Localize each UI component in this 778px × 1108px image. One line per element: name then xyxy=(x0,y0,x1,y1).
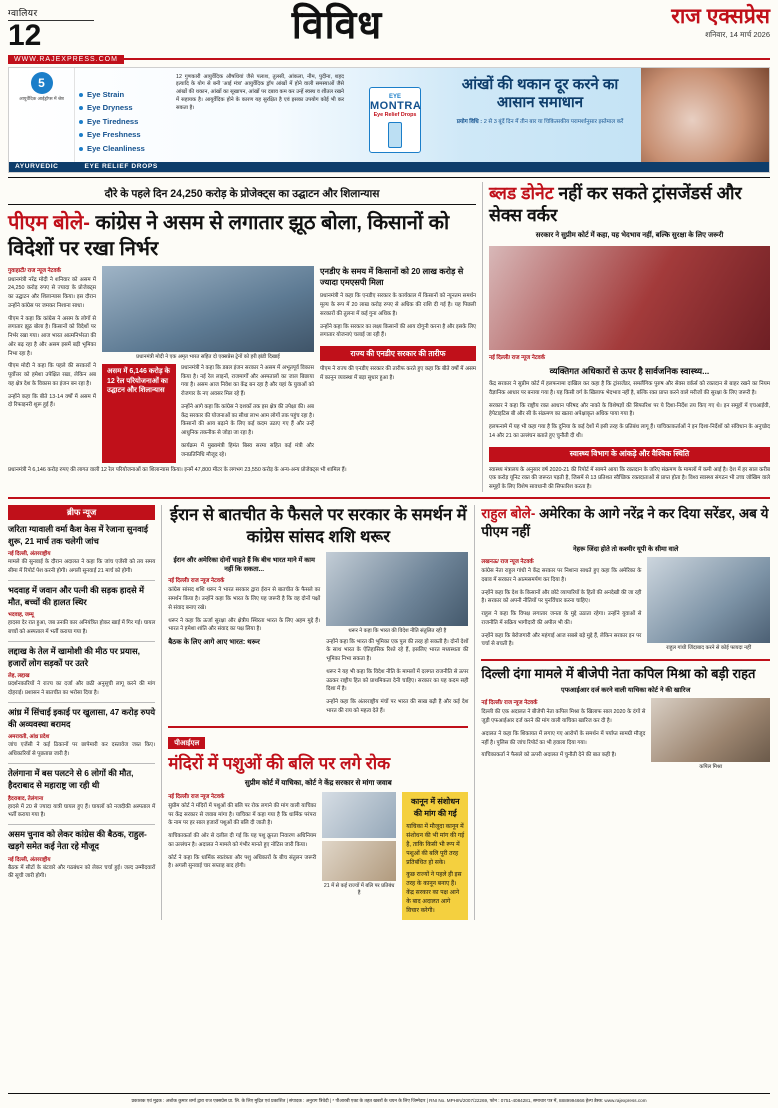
lead-subhead-nda: राज्य की एनडीए सरकार की तारीफ xyxy=(320,346,476,361)
rahul-subhead: नेहरू जिंदा होते तो कश्मीर यूपी के सीमा वाले xyxy=(572,546,679,553)
rahul-byline: लखनऊ/ राज न्यूज नेटवर्क xyxy=(481,559,534,565)
paragraph: पीएम ने कहा कि कांग्रेस ने असम के लोगों से लगातार झूठ बोला है। किसानों को विदेशों पर निर्भर रखा गया। आज भारत आत्मनिर्भरता की ओर बढ़ रहा है और असम इसमें बड़ी भूमिका निभा रहा है। xyxy=(8,315,96,357)
list-item: Eye Freshness xyxy=(79,130,167,139)
lead-col3-body xyxy=(320,292,476,340)
ad-footer-band xyxy=(9,162,769,172)
lead-headline-rest: कांग्रेस ने असम से लगातार झूठ बोला, किसानों को विदेशों पर रखा निर्भर xyxy=(8,211,450,260)
paragraph: कार्यक्रम में मुख्यमंत्री हिमंत बिस्व सरमा सहित कई मंत्री और जनप्रतिनिधि मौजूद रहे। xyxy=(181,442,314,458)
paragraph: उन्होंने कहा कि बेरोजगारी और महंगाई आज सबसे बड़े मुद्दे हैं, लेकिन सरकार इन पर चर्चा से बचती है। xyxy=(481,632,642,648)
lead-kicker: दौरे के पहले दिन 24,250 करोड़ के प्रोजेक्ट्स का उद्घाटन और शिलान्यास xyxy=(104,187,380,200)
kapil-mishra-photo xyxy=(651,698,770,762)
pil-col-3 xyxy=(402,792,468,920)
list-item: Eye Dryness xyxy=(79,103,167,112)
animal-photo xyxy=(322,841,396,881)
ad-badge: 5 xyxy=(31,72,53,94)
column-divider xyxy=(161,505,162,920)
paragraph: राहुल ने कहा कि विपक्ष लगातार जनता के मुद्दे उठाता रहेगा। उन्होंने युवाओं से राजनीति में सक्रिय भागीदारी की अपील भी की। xyxy=(481,611,642,626)
paragraph: प्रधानमंत्री ने कहा कि डबल इंजन सरकार ने असम में अभूतपूर्व विकास किया है। नई रेल लाइनों, राजमार्गों और अस्पतालों का जाल बिछाया गया है। असम आज निवेश का केंद्र बन रहा है और यहां के युवाओं को रोजगार के नए अवसर मिल रहे हैं। xyxy=(181,364,314,398)
brief-title: जरिता ग्यावाली वर्मा कैश केस में रेजाना सुनवाई शुरू, 21 मार्च तक चलेगी जांच xyxy=(8,523,149,546)
bottle-icon xyxy=(388,122,402,148)
pil-story xyxy=(168,732,468,920)
paper-brand: राज एक्सप्रेस xyxy=(671,5,770,28)
blood-body xyxy=(489,380,770,441)
brief-news-header: ब्रीफ न्यूज xyxy=(8,505,155,520)
masthead-left xyxy=(8,6,94,51)
publication-date: शनिवार, 14 मार्च 2026 xyxy=(705,30,770,40)
delhi-photo-caption: कपिल मिश्रा xyxy=(699,764,723,771)
tharoor-photo-caption: थरूर ने कहा कि भारत की विदेश नीति संतुलित रही है xyxy=(348,628,447,635)
paragraph: केंद्र सरकार ने सुप्रीम कोर्ट में हलफनामा दाखिल कर कहा है कि ट्रांसजेंडर, समलैंगिक पुरुष और सेक्स वर्कर्स को रक्तदान से बाहर रखने का नियम वैज्ञानिक आधार पर बनाया गया है। यह किसी वर्ग के खिलाफ भेदभाव नहीं है, बल्कि रक्त प्राप्त करने वाले मरीजों की सुरक्षा के लिए जरूरी है। xyxy=(488,381,770,396)
main-content xyxy=(8,182,770,492)
blood-donation-photo xyxy=(489,246,770,350)
paragraph: सरकार ने कहा कि राष्ट्रीय रक्त आधान परिषद और नाको के विशेषज्ञों की सिफारिश पर ये दिशा-निर्देश तय किए गए थे। इन समूहों में एचआईवी, हेपेटाइटिस बी और सी के संक्रमण का खतरा अपेक्षाकृत अधिक पाया गया है। xyxy=(488,402,770,418)
paragraph: प्रधानमंत्री ने कहा कि एनडीए सरकार के कार्यकाल में किसानों को न्यूनतम समर्थन मूल्य के रूप में 20 लाख करोड़ रुपए से अधिक की राशि दी गई है। यह पिछली सरकारों की तुलना में कई गुना अधिक है। xyxy=(320,293,476,317)
rahul-headline xyxy=(481,505,770,541)
divider-red xyxy=(168,726,468,728)
blood-headline-rest: नहीं कर सकते ट्रांसजेंडर्स और सेक्स वर्कर xyxy=(488,182,742,226)
blood-pullquote: व्यक्तिगत अधिकारों से ऊपर है सार्वजनिक स्वास्थ्य... xyxy=(549,365,710,376)
paragraph: कांग्रेस सांसद शशि थरूर ने भारत सरकार द्वारा ईरान से बातचीत के फैसले का समर्थन किया है। उन्होंने कहा कि भारत के लिए यह जरूरी है कि वह दोनों पक्षों से संवाद बनाए रखे। xyxy=(168,587,321,611)
lead-col3-body2 xyxy=(320,365,476,383)
pil-sidebar xyxy=(402,792,468,920)
brief-location: भदवाह, जम्मू xyxy=(8,612,34,619)
pil-sidebar-body xyxy=(406,823,464,916)
divider-red xyxy=(481,659,770,661)
brief-body: मामले की सुनवाई के दौरान अदालत ने कहा कि जांच एजेंसी को तय समय सीमा में रिपोर्ट पेश करनी होगी। अगली सुनवाई 21 मार्च को होगी। xyxy=(8,559,156,575)
paragraph: थरूर ने कहा कि ऊर्जा सुरक्षा और क्षेत्रीय स्थिरता भारत के लिए अहम मुद्दे हैं। भारत ने हमेशा शांति और संवाद का पक्ष लिया है। xyxy=(168,617,321,633)
page-number: 12 xyxy=(8,19,42,52)
tharoor-col-1 xyxy=(168,552,320,719)
lead-subhead-msp: एनडीए के समय में किसानों को 20 लाख करोड़ से ज्यादा एमएसपी मिला xyxy=(320,266,464,288)
brief-body: प्रदर्शनकारियों ने राज्य का दर्जा और छठी अनुसूची लागू करने की मांग दोहराई। प्रशासन ने बातचीत का भरोसा दिया है। xyxy=(8,681,156,697)
rahul-grid xyxy=(481,557,770,653)
paragraph: पीएम ने राज्य की एनडीए सरकार की तारीफ करते हुए कहा कि बीते वर्षों में असम में कानून व्यवस्था में बड़ा सुधार हुआ है। xyxy=(320,366,476,381)
paragraph: सुप्रीम कोर्ट ने मंदिरों में पशुओं की बलि पर रोक लगाने की मांग वाली याचिका पर केंद्र सरकार से जवाब मांगा है। याचिका में कहा गया है कि धार्मिक परंपरा के नाम पर हर साल हजारों पशुओं की बलि दी जाती है। xyxy=(168,802,317,827)
paragraph: थरूर ने यह भी कहा कि विदेश नीति के मामलों में दलगत राजनीति से ऊपर उठकर राष्ट्रीय हित को प्राथमिकता देनी चाहिए। सरकार का यह कदम सही दिशा में है। xyxy=(326,668,469,693)
pil-subhead: सुप्रीम कोर्ट में याचिका, कोर्ट ने केंद्र सरकार से मांगा जवाब xyxy=(244,777,392,787)
divider xyxy=(8,177,770,178)
paragraph: याचिकाकर्ता की ओर से दलील दी गई कि यह पशु क्रूरता निवारण अधिनियम का उल्लंघन है। अदालत ने मामले को गंभीर मानते हुए नोटिस जारी किया। xyxy=(168,833,317,848)
rahul-photo-caption: राहुल गांधी जिंदाबाद करने से कोई फायदा नहीं xyxy=(666,645,752,651)
rahul-col-1 xyxy=(481,557,641,653)
url-bar xyxy=(8,55,770,64)
delhi-subhead: एफआईआर दर्ज करने वाली याचिका कोर्ट ने की खारिज xyxy=(561,687,691,695)
pil-tag: पीआईएल xyxy=(168,737,205,749)
ad-usage xyxy=(445,118,635,126)
paragraph: कांग्रेस नेता राहुल गांधी ने केंद्र सरकार पर निशाना साधते हुए कहा कि अमेरिका के दबाव में सरकार ने आत्मसमर्पण कर दिया है। xyxy=(481,568,642,583)
lead-headline-red: पीएम बोले- xyxy=(8,211,90,234)
lead-story-column xyxy=(8,182,476,492)
paragraph: कोर्ट ने कहा कि धार्मिक स्वतंत्रता और पशु अधिकारों के बीच संतुलन जरूरी है। अगली सुनवाई चार सप्ताह बाद होगी। xyxy=(168,854,317,870)
ad-badge-column xyxy=(9,68,75,172)
ad-benefit-list xyxy=(75,84,171,156)
paragraph: हलफनामे में यह भी कहा गया है कि दुनिया के कई देशों में इसी तरह के प्रतिबंध लागू हैं। याचिकाकर्ताओं ने इन दिशा-निर्देशों को संविधान के अनुच्छेद 14 और 21 का उल्लंघन बताते हुए चुनौती दी थी। xyxy=(488,424,770,439)
delhi-col-1 xyxy=(481,698,645,771)
paragraph: अदालत ने कहा कि शिकायत में लगाए गए आरोपों के समर्थन में पर्याप्त सामग्री मौजूद नहीं है। पुलिस की जांच रिपोर्ट का भी हवाला दिया गया। xyxy=(481,730,646,746)
tharoor-body-left xyxy=(168,586,320,634)
paragraph: पीएम मोदी ने कहा कि पहले की सरकारों ने पूर्वोत्तर को हमेशा उपेक्षित रखा, लेकिन अब यह क्षेत्र देश के विकास का इंजन बन रहा है। xyxy=(8,363,96,387)
lead-photo-caption: प्रधानमंत्री मोदी ने एक अमृत भारत सहित दो एक्सप्रेस ट्रेनों को हरी झंडी दिखाई xyxy=(136,353,280,360)
lead-byline: गुवाहाटी/ राज न्यूज नेटवर्क xyxy=(8,267,61,274)
lead-stats-text: प्रधानमंत्री ने 6,146 करोड़ रुपए की लागत वाली 12 रेल परियोजनाओं का शिलान्यास किया। इनमें 47,800 मीटर के लगभग 23,550 करोड़ के अन्य-अन्य प्रोजेक्ट्स भी शामिल हैं। xyxy=(8,467,347,474)
tharoor-grid xyxy=(168,552,468,719)
list-item[interactable] xyxy=(8,703,155,764)
lead-headline xyxy=(8,210,476,262)
pil-headline: मंदिरों में पशुओं की बलि पर लगे रोक xyxy=(168,753,391,773)
pil-body xyxy=(168,802,316,871)
masthead xyxy=(8,6,770,53)
list-item[interactable] xyxy=(8,581,155,642)
rahul-headline-rest: अमेरिका के आगे नरेंद्र ने कर दिया सरेंडर, अब ये पीएम नहीं xyxy=(481,505,769,539)
lead-col2-body xyxy=(181,364,314,464)
brief-title: भदवाह में जवान और पत्नी की सड़क हादसे में मौत, बच्चों की हालत स्थिर xyxy=(8,584,144,607)
ad-usage-title: प्रयोग विधि : xyxy=(456,119,483,125)
tharoor-subhead: ईरान और अमेरिका दोनों चाहते हैं कि बीच भारत माने में काम नहीं कि सकता... xyxy=(173,557,315,574)
pil-sidebar-head: कानून में संशोधन की मांग की गई xyxy=(411,796,460,818)
brief-location: हैदराबाद, तेलंगाना xyxy=(8,795,44,802)
ad-body-text: 12 गुणकारी आयुर्वेदिक औषधियां जैसे पलाश, तुलसी, आंकला, नीम, पुदीना, शहद इत्यादि के योग से बनी 'आई मंत्रा' आयुर्वेदिक ड्रॉप आंखों में होने वाली समस्याओं जैसे आंखों की थकान, आंखों का सूखापन, आंखों पर दबाव कम कर उन्हें स्वस्थ व शीतल रखने में सहायक है। आयुर्वेदिक होने के कारण यह सुरक्षित है एवं इसका उपयोग कोई भी कर सकता है। xyxy=(176,73,344,112)
paragraph: उन्होंने आगे कहा कि कांग्रेस ने दशकों तक इस क्षेत्र की उपेक्षा की। अब केंद्र सरकार की योजनाओं का सीधा लाभ आम लोगों तक पहुंच रहा है। किसानों की आय बढ़ाने के लिए कई कदम उठाए गए हैं और उन्हें आधुनिक तकनीक से जोड़ा जा रहा है। xyxy=(181,403,314,437)
website-url[interactable]: WWW.RAJEXPRESS.COM xyxy=(8,55,124,64)
brief-body: हादसा देर रात हुआ, जब उनकी कार अनियंत्रित होकर खाई में गिर गई। घायल बच्चों को अस्पताल में भर्ती कराया गया है। xyxy=(8,620,156,636)
ad-headline-block xyxy=(441,68,641,172)
blood-band-head: स्वास्थ्य विभाग के आंकड़े और वैश्विक स्थिति xyxy=(489,447,770,462)
lead-body-grid xyxy=(8,266,476,464)
blood-headline xyxy=(489,182,770,228)
brief-location: नई दिल्ली, अंतरराष्ट्रीय xyxy=(8,551,51,558)
lead-photo xyxy=(102,266,314,352)
eye-photo xyxy=(641,68,769,172)
ad-footer-label-1: AYURVEDIC xyxy=(15,163,59,170)
brief-title: लद्दाख के तेल में खामोशी की मीठ पर प्रयास, हजारों लोग सड़कों पर उतरे xyxy=(8,645,140,668)
blood-band-body: स्वास्थ्य मंत्रालय के अनुसार वर्ष 2020-21 की रिपोर्ट में सामने आया कि रक्तदान के जरिए संक्रमण के मामलों में कमी आई है। देश में हर साल करीब एक करोड़ यूनिट रक्त की जरूरत पड़ती है, जिसमें से 13 प्रतिशत स्वैच्छिक रक्तदाताओं से प्राप्त होता है। विश्व स्वास्थ्य संगठन भी उच्च जोखिम वाले समूहों के लिए विशेष सावधानी की सिफारिश करता है। xyxy=(488,466,770,491)
lead-col-3 xyxy=(320,266,476,464)
brief-title: असम चुनाव को लेकर कांग्रेस की बैठक, राहुल-खड़गे समेत कई नेता रहे मौजूद xyxy=(8,829,147,851)
rahul-body xyxy=(481,567,641,649)
masthead-right xyxy=(580,6,770,40)
right-lower-column xyxy=(481,505,770,920)
brief-location: नई दिल्ली, अंतरराष्ट्रीय xyxy=(8,856,51,863)
tharoor-byline: नई दिल्ली/ राज न्यूज नेटवर्क xyxy=(168,578,225,585)
brief-body: जांच एजेंसी ने कई ठिकानों पर छापेमारी कर दस्तावेज जब्त किए। अधिकारियों से पूछताछ जारी है। xyxy=(8,742,156,758)
brief-location: अमरावती, आंध्र प्रदेश xyxy=(8,734,50,741)
tharoor-headline: ईरान से बातचीत के फैसले पर सरकार के समर्थन में कांग्रेस सांसद शशि थरूर xyxy=(169,505,467,546)
brief-news-column xyxy=(8,505,155,920)
paragraph: याचिकाकर्ता ने फैसले को ऊपरी अदालत में चुनौती देने की बात कही है। xyxy=(481,752,617,759)
blood-headline-red: ब्लड डोनेट xyxy=(488,182,554,203)
lead-redbox: असम में 6,146 करोड़ के 12 रेल परियोजनाओं का उद्घाटन और शिलान्यास xyxy=(102,364,176,464)
list-item[interactable] xyxy=(8,825,155,885)
delhi-col-2 xyxy=(651,698,770,771)
column-divider xyxy=(474,505,475,920)
advertisement[interactable] xyxy=(8,67,770,173)
pil-photo-caption: 21 में से कई राज्यों में बलि पर प्रतिबंध है xyxy=(323,882,395,897)
rahul-headline-red: राहुल बोले- xyxy=(481,505,536,521)
product-name-line1: EYE xyxy=(388,93,401,100)
blood-subhead: सरकार ने सुप्रीम कोर्ट में कहा, यह भेदभाव नहीं, बल्कि सुरक्षा के लिए जरूरी xyxy=(535,232,724,239)
lead-col-2 xyxy=(102,266,314,464)
paragraph: कुछ राज्यों ने पहले ही इस तरह के कानून बनाए हैं। केंद्र सरकार का पक्ष आने के बाद अदालत आगे विचार करेगी। xyxy=(406,871,462,914)
lead-col-1 xyxy=(8,266,96,464)
divider-red xyxy=(8,497,770,499)
brief-title: तेलंगाना में बस पलटने से 6 लोगों की मौत, हैदराबाद से महाराष्ट्र जा रही थी xyxy=(8,767,134,790)
pil-byline: नई दिल्ली/ राज न्यूज नेटवर्क xyxy=(168,793,225,800)
page-footer: प्रकाशक एवं मुद्रक : अशोक कुमार शर्मा द्वारा राज एक्सप्रेस प्रा. लि. के लिए मुद्रित एवं प्रकाशित | संपादक : अनुराग त्रिवेदी | * पीआरबी एक्ट के तहत खबरों के चयन के लिए जिम्मेदार | RNI No. MPHIN/2007/22269, फोन : 0751-4084281, समाचार पत्र में, 8889994666 हेल्प डेस्क: www.rajexpress.com xyxy=(8,1093,770,1104)
pil-col-1 xyxy=(168,792,316,920)
rahul-col-2 xyxy=(647,557,770,653)
middle-column xyxy=(168,505,468,920)
list-item[interactable] xyxy=(8,520,155,581)
ad-product-pack xyxy=(349,68,441,172)
pil-col-2 xyxy=(322,792,396,920)
tharoor-photo xyxy=(326,552,468,626)
edition-city: ग्वालियर xyxy=(8,6,94,21)
lower-section xyxy=(8,505,770,920)
ad-headline: आंखों की थकान दूर करने का आसान समाधान xyxy=(461,75,619,112)
section-title: विविध xyxy=(291,4,383,47)
lead-col1-body xyxy=(8,276,96,411)
delhi-headline: दिल्ली दंगा मामले में बीजेपी नेता कपिल मिश्रा को बड़ी राहत xyxy=(481,666,756,681)
ad-badge-sub: आयुर्वेदिक आईड्रॉप्स में श्रेष्ठ xyxy=(19,95,64,101)
pil-grid xyxy=(168,792,468,920)
product-descriptor: Eye Relief Drops xyxy=(373,111,417,118)
brief-title: आंध्र में सिंचाई इकाई पर खुलासा, 47 करोड़ रुपये की अव्यवस्था बरामद xyxy=(8,706,156,729)
brief-body: हादसे में 20 से ज्यादा यात्री घायल हुए हैं। घायलों को नजदीकी अस्पताल में भर्ती कराया गया है। xyxy=(8,803,156,819)
list-item[interactable] xyxy=(8,764,155,825)
ad-usage-text: 2 से 3 बूंदें दिन में तीन बार या चिकित्सकीय परामर्शानुसार इस्तेमाल करें xyxy=(483,119,624,125)
product-name-line2: MONTRA xyxy=(370,99,422,112)
list-item: Eye Cleanliness xyxy=(79,144,167,153)
blood-donation-story xyxy=(489,182,770,492)
tharoor-body-right xyxy=(326,638,468,716)
column-divider xyxy=(482,182,483,492)
paragraph: उन्होंने कहा कि देश के किसानों और छोटे व्यापारियों के हितों की अनदेखी की जा रही है। सरकार को अपनी नीतियों पर पुनर्विचार करना चाहिए। xyxy=(481,589,642,605)
list-item: Eye Tiredness xyxy=(79,117,167,126)
paragraph: उन्होंने कहा कि बीते 13-14 वर्षों में असम में दो रिफाइनरी शुरू हुई हैं। xyxy=(8,393,96,409)
paragraph: उन्होंने कहा कि भारत की भूमिका एक पुल की तरह हो सकती है। दोनों देशों के साथ भारत के ऐतिहासिक रिश्ते रहे हैं, इसलिए भारत मध्यस्थता की भूमिका निभा सकता है। xyxy=(326,638,469,663)
delhi-byline: नई दिल्ली/ राज न्यूज नेटवर्क xyxy=(481,700,538,707)
supreme-court-photo xyxy=(322,792,396,838)
paragraph: याचिका में मौजूदा कानून में संशोधन की भी मांग की गई है, ताकि किसी भी रूप में पशुओं की बलि पूरी तरह प्रतिबंधित हो सके। xyxy=(406,823,465,866)
masthead-center xyxy=(94,6,580,45)
brief-location: लेह, लद्दाख xyxy=(8,673,30,680)
paragraph: प्रधानमंत्री नरेंद्र मोदी ने शनिवार को असम में 24,250 करोड़ रुपए से ज्यादा के प्रोजेक्ट्स का उद्घाटन और शिलान्यास किया। इस दौरान उन्होंने कांग्रेस पर जमकर निशाना साधा। xyxy=(8,276,96,309)
url-rule xyxy=(124,58,770,60)
brief-body: बैठक में सीटों के बंटवारे और गठबंधन को लेकर चर्चा हुई। जल्द उम्मीदवारों की सूची जारी होगी। xyxy=(8,864,156,880)
blood-byline: नई दिल्ली/ राज न्यूज नेटवर्क xyxy=(488,354,546,361)
delhi-body xyxy=(481,708,645,760)
paragraph: दिल्ली की एक अदालत ने बीजेपी नेता कपिल मिश्रा के खिलाफ साल 2020 के दंगों से जुड़ी एफआईआर दर्ज करने की मांग वाली याचिका खारिज कर दी है। xyxy=(481,709,646,725)
tharoor-subhead-2: बैठक के लिए आगे आए भारत: थरूर xyxy=(168,639,260,647)
list-item: Eye Strain xyxy=(79,90,167,99)
paragraph: उन्होंने कहा कि अंतरराष्ट्रीय मंचों पर भारत की साख बढ़ी है और कई देश भारत की राय को महत्व देते हैं। xyxy=(326,699,469,714)
ad-footer-label-2: EYE RELIEF DROPS xyxy=(84,163,158,170)
paragraph: उन्होंने कहा कि सरकार का लक्ष्य किसानों की आय दोगुनी करना है और इसके लिए लगातार योजनाएं चलाई जा रही हैं। xyxy=(320,323,476,339)
rahul-photo xyxy=(647,557,770,643)
divider xyxy=(8,204,476,205)
tharoor-col-2 xyxy=(326,552,468,719)
delhi-riots-story xyxy=(481,665,770,772)
list-item[interactable] xyxy=(8,642,155,703)
delhi-grid xyxy=(481,698,770,771)
